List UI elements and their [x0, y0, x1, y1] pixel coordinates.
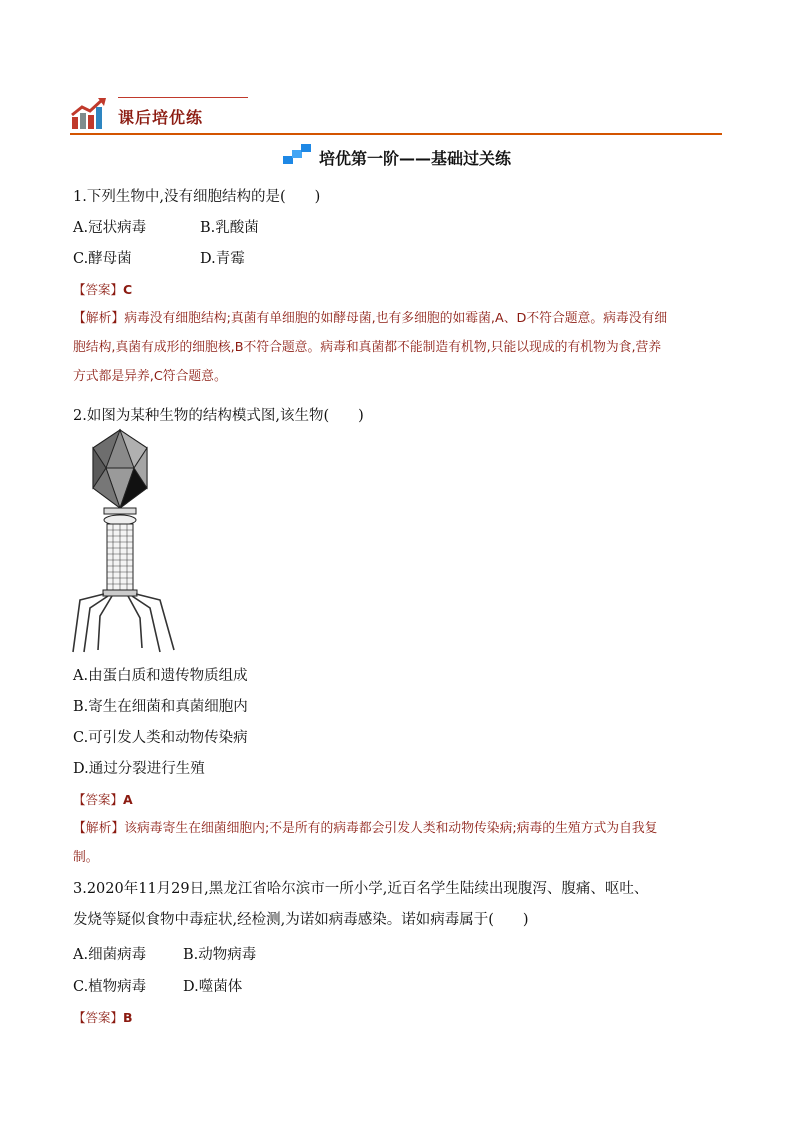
header-banner: [70, 95, 722, 135]
stairs-icon: [283, 142, 313, 166]
q2-option-b: B.寄生在细菌和真菌细胞内: [73, 699, 248, 715]
q1-explain-line-3: 方式都是异养,C符合题意。: [73, 369, 227, 384]
bacteriophage-figure: [70, 428, 180, 654]
bar-chart-arrow-icon: [70, 97, 108, 131]
q3-option-a: A.细菌病毒: [73, 947, 147, 963]
q2-answer-value: A: [123, 792, 133, 807]
banner-title: 课后培优练: [118, 108, 204, 127]
q3-answer: [73, 1008, 133, 1026]
q2-stem: 2.如图为某种生物的结构模式图,该生物( ): [73, 408, 364, 424]
q2-option-d: D.通过分裂进行生殖: [73, 761, 205, 777]
q2-answer-tag: 【答案】: [73, 792, 124, 807]
q3-stem-line-1: 3.2020年11月29日,黑龙江省哈尔滨市一所小学,近百名学生陆续出现腹泻、腹痛、呕吐、: [73, 881, 649, 897]
section-heading: [0, 146, 794, 176]
q3-option-d: D.噬菌体: [183, 979, 243, 995]
section-title: 培优第一阶——基础过关练: [318, 149, 511, 168]
q2-option-c: C.可引发人类和动物传染病: [73, 730, 248, 746]
q2-explain-line-2: 制。: [73, 850, 99, 865]
q1-explanation: [73, 304, 725, 391]
q1-option-d: D.青霉: [200, 251, 245, 267]
q2-explain-line-1: 该病毒寄生在细菌细胞内;不是所有的病毒都会引发人类和动物传染病;病毒的生殖方式为自我复: [124, 821, 658, 836]
banner-divider: [70, 133, 722, 135]
q1-option-c: C.酵母菌: [73, 251, 132, 267]
q1-answer-value: C: [123, 282, 133, 297]
q2-explain-tag: 【解析】: [73, 821, 125, 836]
q3-stem-line-2: 发烧等疑似食物中毒症状,经检测,为诺如病毒感染。诺如病毒属于( ): [73, 912, 529, 928]
q3-answer-tag: 【答案】: [73, 1010, 124, 1025]
banner-top-line: [118, 97, 248, 98]
q3-option-b: B.动物病毒: [183, 947, 257, 963]
q1-answer: [73, 280, 132, 298]
q1-explain-line-2: 胞结构,真菌有成形的细胞核,B不符合题意。病毒和真菌都不能制造有机物,只能以现成的有机物为食,营养: [73, 340, 662, 355]
q1-explain-line-1: 病毒没有细胞结构;真菌有单细胞的如酵母菌,也有多细胞的如霉菌,A、D不符合题意。病毒没有细: [124, 311, 668, 326]
q2-explanation: [73, 814, 725, 872]
q2-answer: [73, 790, 133, 808]
q3-option-c: C.植物病毒: [73, 979, 147, 995]
q1-stem: 1.下列生物中,没有细胞结构的是( ): [73, 189, 321, 205]
q1-answer-tag: 【答案】: [73, 282, 124, 297]
q1-option-b: B.乳酸菌: [200, 220, 259, 236]
q2-option-a: A.由蛋白质和遗传物质组成: [73, 668, 248, 684]
q3-stem: [73, 874, 725, 936]
q1-option-a: A.冠状病毒: [73, 220, 147, 236]
q1-explain-tag: 【解析】: [73, 311, 125, 326]
q3-answer-value: B: [123, 1010, 133, 1025]
